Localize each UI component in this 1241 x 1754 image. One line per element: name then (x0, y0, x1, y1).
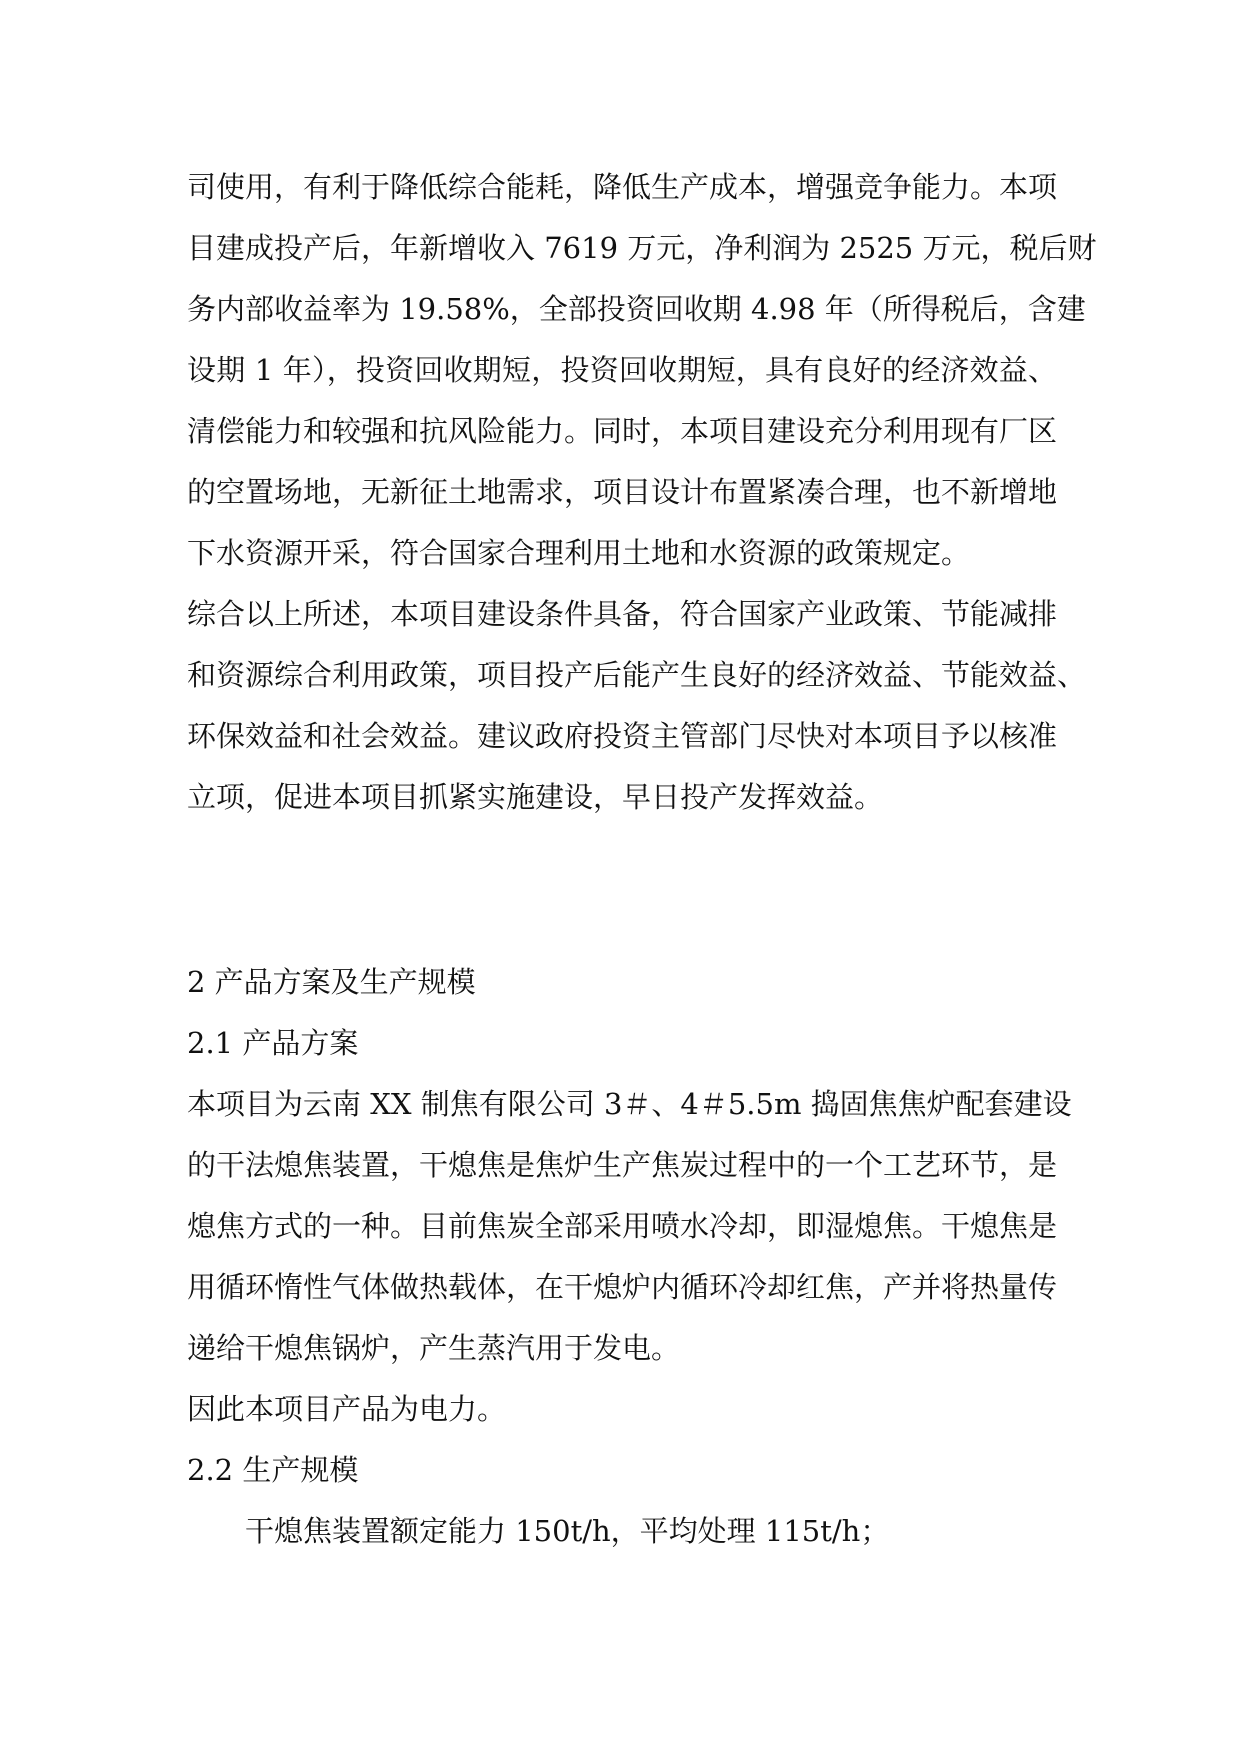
text-line: 清偿能力和较强和抗风险能力。同时，本项目建设充分利用现有厂区 (187, 414, 1058, 448)
text-line: 环保效益和社会效益。建议政府投资主管部门尽快对本项目予以核准 (187, 719, 1058, 753)
text-line: 综合以上所述，本项目建设条件具备，符合国家产业政策、节能减排 (187, 597, 1058, 631)
text-line: 务内部收益率为 19.58%，全部投资回收期 4.98 年（所得税后，含建 (187, 292, 1086, 326)
paragraph-product-plan (187, 1074, 1072, 1379)
text-line: 目建成投产后，年新增收入 7619 万元，净利润为 2525 万元，税后财 (187, 231, 1097, 265)
section-heading-2-1: 2.1 产品方案 (187, 1026, 359, 1060)
section-heading-2: 2 产品方案及生产规模 (187, 965, 476, 999)
text-line: 的空置场地，无新征土地需求，项目设计布置紧凑合理，也不新增地 (187, 475, 1058, 509)
text-line: 立项，促进本项目抓紧实施建设，早日投产发挥效益。 (187, 780, 884, 814)
paragraph-conclusion (187, 584, 1087, 828)
production-capacity-line: 干熄焦装置额定能力 150t/h，平均处理 115t/h； (245, 1514, 890, 1548)
text-line: 熄焦方式的一种。目前焦炭全部采用喷水冷却，即湿熄焦。干熄焦是 (187, 1209, 1058, 1243)
text-line: 设期 1 年），投资回收期短，投资回收期短，具有良好的经济效益、 (187, 353, 1057, 387)
text-line: 用循环惰性气体做热载体，在干熄炉内循环冷却红焦，产并将热量传 (187, 1270, 1058, 1304)
document-body (187, 157, 1097, 1562)
section-heading-2-2: 2.2 生产规模 (187, 1453, 359, 1487)
product-conclusion: 因此本项目产品为电力。 (187, 1392, 507, 1426)
paragraph-project-benefits (187, 157, 1097, 584)
text-line: 本项目为云南 XX 制焦有限公司 3＃、4＃5.5m 捣固焦焦炉配套建设 (187, 1087, 1072, 1121)
text-line: 司使用，有利于降低综合能耗，降低生产成本，增强竞争能力。本项 (187, 170, 1058, 204)
section-spacer (187, 828, 1057, 952)
text-line: 的干法熄焦装置，干熄焦是焦炉生产焦炭过程中的一个工艺环节，是 (187, 1148, 1058, 1182)
text-line: 递给干熄焦锅炉，产生蒸汽用于发电。 (187, 1331, 681, 1365)
text-line: 和资源综合利用政策，项目投产后能产生良好的经济效益、节能效益、 (187, 658, 1087, 692)
text-line: 下水资源开采，符合国家合理利用土地和水资源的政策规定。 (187, 536, 971, 570)
